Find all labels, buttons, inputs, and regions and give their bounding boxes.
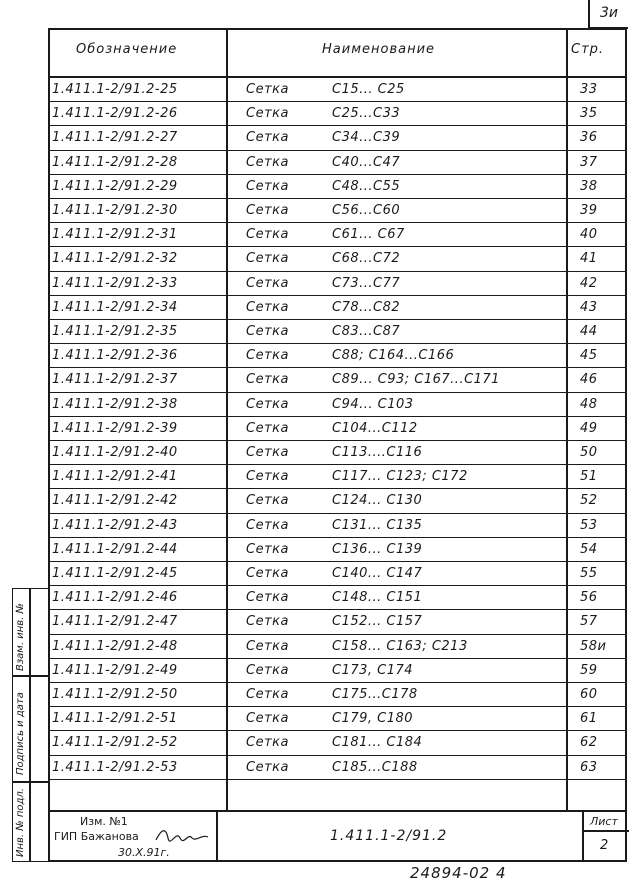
- row-range: С113....С116: [332, 445, 423, 460]
- row-range: С40...С47: [332, 154, 401, 170]
- row-item: Сетка: [246, 614, 289, 630]
- row-range: С152... С157: [332, 614, 423, 630]
- table-row-divider: [50, 513, 625, 514]
- row-item: Сетка: [246, 662, 289, 678]
- table-row-divider: [50, 585, 625, 586]
- header-designation: Обозначение: [76, 42, 178, 57]
- row-page: 46: [580, 372, 598, 388]
- row-range: С185...С188: [332, 759, 418, 775]
- row-designation: 1.411.1-2/91.2-28: [52, 154, 178, 170]
- table-row-divider: [50, 634, 625, 635]
- row-designation: 1.411.1-2/91.2-47: [52, 614, 178, 630]
- row-range: С124... С130: [332, 493, 423, 509]
- row-page: 49: [580, 420, 598, 436]
- footer-number: 24894-02 4: [410, 864, 507, 882]
- row-designation: 1.411.1-2/91.2-26: [52, 106, 178, 122]
- sheet-number: 2: [600, 838, 609, 853]
- table-row-divider: [50, 367, 625, 368]
- row-page: 55: [580, 566, 598, 581]
- row-range: С73...С77: [332, 275, 401, 291]
- row-range: С104...С112: [332, 420, 418, 436]
- row-range: С158... С163; С213: [332, 638, 468, 654]
- row-item: Сетка: [246, 517, 289, 533]
- row-item: Сетка: [246, 275, 289, 291]
- row-range: С181... С184: [332, 735, 423, 751]
- table-row-divider: [50, 319, 625, 320]
- row-designation: 1.411.1-2/91.2-30: [52, 203, 178, 218]
- row-item: Сетка: [246, 420, 289, 436]
- sheet-label: Лист: [590, 815, 618, 828]
- table-row-divider: [50, 464, 625, 465]
- row-page: 38: [580, 178, 598, 194]
- row-designation: 1.411.1-2/91.2-29: [52, 178, 178, 194]
- row-item: Сетка: [246, 493, 289, 509]
- row-designation: 1.411.1-2/91.2-27: [52, 130, 178, 146]
- row-page: 33: [580, 82, 598, 97]
- row-item: Сетка: [246, 566, 289, 581]
- header-divider: [50, 76, 625, 78]
- row-range: С34...С39: [332, 130, 401, 146]
- row-item: Сетка: [246, 445, 289, 460]
- table-row-divider: [50, 609, 625, 610]
- row-range: С88; С164...С166: [332, 348, 455, 364]
- row-designation: 1.411.1-2/91.2-34: [52, 299, 178, 315]
- header-page: Стр.: [571, 42, 605, 57]
- table-row-divider: [50, 730, 625, 731]
- row-range: С140... С147: [332, 566, 423, 581]
- table-row-divider: [50, 246, 625, 247]
- row-page: 44: [580, 324, 598, 339]
- row-item: Сетка: [246, 711, 289, 727]
- row-item: Сетка: [246, 541, 289, 557]
- row-range: С78...С82: [332, 299, 401, 315]
- row-range: С179, С180: [332, 711, 414, 727]
- row-designation: 1.411.1-2/91.2-33: [52, 275, 178, 291]
- row-designation: 1.411.1-2/91.2-46: [52, 590, 178, 606]
- row-page: 57: [580, 614, 598, 630]
- row-page: 45: [580, 348, 598, 364]
- row-range: С15... С25: [332, 82, 405, 97]
- row-item: Сетка: [246, 759, 289, 775]
- row-range: С117... С123; С172: [332, 469, 468, 485]
- row-designation: 1.411.1-2/91.2-32: [52, 251, 178, 267]
- row-designation: 1.411.1-2/91.2-53: [52, 759, 178, 775]
- row-designation: 1.411.1-2/91.2-35: [52, 324, 178, 339]
- row-designation: 1.411.1-2/91.2-44: [52, 541, 178, 557]
- title-block-divider-left: [216, 810, 218, 862]
- column-divider: [226, 30, 228, 810]
- row-designation: 1.411.1-2/91.2-36: [52, 348, 178, 364]
- table-row-divider: [50, 416, 625, 417]
- table-row-divider: [50, 682, 625, 683]
- row-item: Сетка: [246, 154, 289, 170]
- row-range: С131... С135: [332, 517, 423, 533]
- row-page: 50: [580, 445, 598, 460]
- table-row-divider: [50, 706, 625, 707]
- table-row-divider: [50, 125, 625, 126]
- table-row-divider: [50, 343, 625, 344]
- handwritten-signature: [154, 826, 210, 846]
- document-code: 1.411.1-2/91.2: [330, 828, 448, 844]
- row-range: С61... С67: [332, 227, 405, 243]
- row-page: 53: [580, 517, 598, 533]
- row-range: С89... С93; С167...С171: [332, 372, 500, 388]
- row-item: Сетка: [246, 469, 289, 485]
- row-page: 39: [580, 203, 598, 218]
- table-row-divider: [50, 150, 625, 151]
- row-item: Сетка: [246, 106, 289, 122]
- table-row-divider: [50, 295, 625, 296]
- row-range: С56...С60: [332, 203, 401, 218]
- row-designation: 1.411.1-2/91.2-52: [52, 735, 178, 751]
- row-designation: 1.411.1-2/91.2-50: [52, 687, 178, 702]
- row-item: Сетка: [246, 687, 289, 702]
- row-item: Сетка: [246, 590, 289, 606]
- table-row-divider: [50, 779, 625, 780]
- row-item: Сетка: [246, 348, 289, 364]
- row-range: С83...С87: [332, 324, 401, 339]
- title-block-divider: [50, 810, 625, 812]
- row-page: 61: [580, 711, 598, 727]
- row-range: С175...С178: [332, 687, 418, 702]
- row-item: Сетка: [246, 735, 289, 751]
- row-page: 36: [580, 130, 598, 146]
- row-page: 51: [580, 469, 598, 485]
- row-page: 35: [580, 106, 598, 122]
- row-range: С173, С174: [332, 662, 414, 678]
- row-page: 63: [580, 759, 598, 775]
- row-page: 56: [580, 590, 598, 606]
- row-designation: 1.411.1-2/91.2-41: [52, 469, 178, 485]
- table-row-divider: [50, 537, 625, 538]
- row-designation: 1.411.1-2/91.2-39: [52, 420, 178, 436]
- row-range: С25...С33: [332, 106, 401, 122]
- table-row-divider: [50, 198, 625, 199]
- row-page: 58и: [580, 638, 607, 654]
- row-designation: 1.411.1-2/91.2-48: [52, 638, 178, 654]
- side-label-podpis: Подпись и дата: [15, 692, 26, 775]
- row-page: 43: [580, 299, 598, 315]
- table-row-divider: [50, 392, 625, 393]
- row-designation: 1.411.1-2/91.2-51: [52, 711, 178, 727]
- row-page: 41: [580, 251, 598, 267]
- row-designation: 1.411.1-2/91.2-38: [52, 396, 178, 412]
- row-page: 54: [580, 541, 598, 557]
- side-strip-divider: [13, 675, 48, 677]
- gip-name: ГИП Бажанова: [54, 830, 139, 843]
- side-label-inv-podl: Инв. № подл.: [15, 788, 26, 857]
- row-range: С148... С151: [332, 590, 423, 606]
- side-strip-divider: [13, 781, 48, 783]
- row-item: Сетка: [246, 324, 289, 339]
- row-page: 48: [580, 396, 598, 412]
- row-page: 37: [580, 154, 598, 170]
- table-row-divider: [50, 488, 625, 489]
- row-range: С68...С72: [332, 251, 401, 267]
- side-label-vzam: Взам. инв. №: [15, 603, 26, 671]
- row-item: Сетка: [246, 396, 289, 412]
- row-designation: 1.411.1-2/91.2-31: [52, 227, 178, 243]
- table-row-divider: [50, 440, 625, 441]
- row-item: Сетка: [246, 227, 289, 243]
- row-item: Сетка: [246, 203, 289, 218]
- row-item: Сетка: [246, 251, 289, 267]
- row-page: 60: [580, 687, 598, 702]
- row-designation: 1.411.1-2/91.2-37: [52, 372, 178, 388]
- row-designation: 1.411.1-2/91.2-25: [52, 82, 178, 97]
- table-row-divider: [50, 101, 625, 102]
- row-designation: 1.411.1-2/91.2-49: [52, 662, 178, 678]
- side-stamp-strip: [12, 588, 48, 862]
- row-page: 42: [580, 275, 598, 291]
- row-page: 59: [580, 662, 598, 678]
- title-block-divider-right: [582, 810, 584, 862]
- row-item: Сетка: [246, 372, 289, 388]
- sheet-corner-mark: 3и: [588, 0, 628, 29]
- row-page: 52: [580, 493, 598, 509]
- sheet-cell-divider: [582, 830, 629, 832]
- table-row-divider: [50, 271, 625, 272]
- row-designation: 1.411.1-2/91.2-42: [52, 493, 178, 509]
- row-range: С48...С55: [332, 178, 401, 194]
- row-page: 62: [580, 735, 598, 751]
- side-strip-divider: [29, 589, 31, 861]
- row-page: 40: [580, 227, 598, 243]
- row-designation: 1.411.1-2/91.2-40: [52, 445, 178, 460]
- table-row-divider: [50, 174, 625, 175]
- change-note: Изм. №1: [80, 815, 128, 828]
- row-item: Сетка: [246, 638, 289, 654]
- row-item: Сетка: [246, 178, 289, 194]
- column-divider: [566, 30, 568, 810]
- row-range: С136... С139: [332, 541, 423, 557]
- table-row-divider: [50, 561, 625, 562]
- row-item: Сетка: [246, 299, 289, 315]
- table-row-divider: [50, 755, 625, 756]
- row-item: Сетка: [246, 82, 289, 97]
- header-name: Наименование: [322, 42, 436, 57]
- row-item: Сетка: [246, 130, 289, 146]
- table-row-divider: [50, 222, 625, 223]
- row-range: С94... С103: [332, 396, 414, 412]
- row-designation: 1.411.1-2/91.2-43: [52, 517, 178, 533]
- row-designation: 1.411.1-2/91.2-45: [52, 566, 178, 581]
- table-row-divider: [50, 658, 625, 659]
- document-frame: [48, 28, 627, 862]
- approval-date: 30.Х.91г.: [118, 846, 170, 859]
